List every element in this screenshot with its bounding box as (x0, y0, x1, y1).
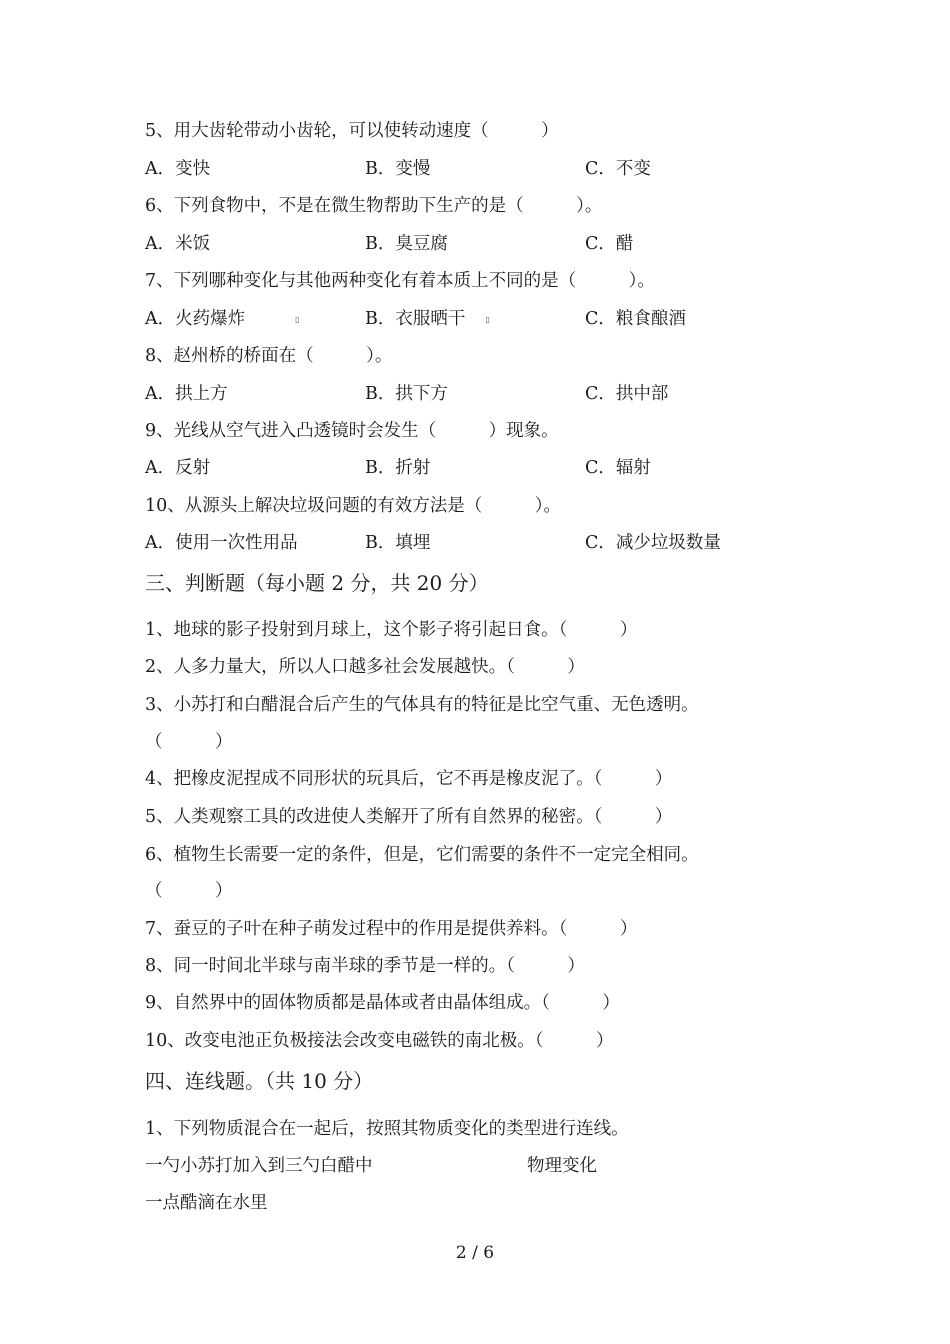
section-4-heading: 四、连线题。（共 10 分） (145, 1069, 374, 1093)
tf-q10: 10、改变电池正负极接法会改变电磁铁的南北极。（ ） (145, 1031, 614, 1051)
mc-q7-option-a (145, 308, 300, 331)
tf-q3: 3、小苏打和白醋混合后产生的气体具有的特征是比空气重、无色透明。 (145, 695, 699, 715)
mc-q10-option-a: A．使用一次性用品 (145, 533, 298, 553)
mc-q6-option-b: B．臭豆腐 (365, 234, 448, 254)
mc-q10-option-c: C．减少垃圾数量 (585, 533, 721, 553)
page-number: 2 / 6 (455, 1243, 495, 1263)
placeholder-glyph-icon: ▯ (295, 314, 300, 324)
mc-q9: 9、光线从空气进入凸透镜时会发生（ ）现象。 (145, 421, 559, 441)
match-left-item-2: 一点酷滴在水里 (145, 1193, 268, 1213)
mc-q5: 5、用大齿轮带动小齿轮，可以使转动速度（ ） (145, 121, 559, 141)
placeholder-glyph-icon: ▯ (485, 314, 490, 324)
mc-q8-option-c: C．拱中部 (585, 384, 669, 404)
mc-q7-option-a-label: A．火药爆炸 (145, 309, 246, 329)
tf-q5: 5、人类观察工具的改进使人类解开了所有自然界的秘密。（ ） (145, 807, 673, 827)
mc-q7-option-b (365, 308, 490, 331)
tf-q2: 2、人多力量大，所以人口越多社会发展越快。（ ） (145, 657, 585, 677)
tf-q7: 7、蚕豆的子叶在种子萌发过程中的作用是提供养料。（ ） (145, 919, 638, 939)
mc-q7-option-b-label: B．衣服晒干 (365, 309, 466, 329)
mc-q8-option-b: B．拱下方 (365, 384, 448, 404)
mc-q7-option-c: C．粮食酿酒 (585, 309, 686, 329)
mc-q10-option-b: B．填埋 (365, 533, 431, 553)
tf-q1: 1、地球的影子投射到月球上，这个影子将引起日食。（ ） (145, 620, 638, 640)
mc-q5-option-c: C．不变 (585, 159, 651, 179)
mc-q5-option-b: B．变慢 (365, 159, 431, 179)
mc-q9-option-b: B．折射 (365, 458, 431, 478)
mc-q6-option-c: C．醋 (585, 234, 634, 254)
match-intro: 1、下列物质混合在一起后，按照其物质变化的类型进行连线。 (145, 1119, 629, 1139)
mc-q9-option-c: C．辐射 (585, 458, 651, 478)
tf-q4: 4、把橡皮泥捏成不同形状的玩具后，它不再是橡皮泥了。（ ） (145, 769, 673, 789)
mc-q8: 8、赵州桥的桥面在（ ）。 (145, 346, 393, 366)
tf-q6: 6、植物生长需要一定的条件，但是，它们需要的条件不一定完全相同。 (145, 845, 699, 865)
tf-q6-blank: （ ） (145, 881, 233, 901)
section-3-heading: 三、判断题（每小题 2 分，共 20 分） (145, 571, 489, 595)
match-right-item-1: 物理变化 (527, 1156, 597, 1176)
mc-q8-option-a: A．拱上方 (145, 384, 228, 404)
tf-q9: 9、自然界中的固体物质都是晶体或者由晶体组成。（ ） (145, 993, 620, 1013)
mc-q6: 6、下列食物中，不是在微生物帮助下生产的是（ ）。 (145, 196, 603, 216)
tf-q3-blank: （ ） (145, 732, 233, 752)
mc-q7: 7、下列哪种变化与其他两种变化有着本质上不同的是（ ）。 (145, 271, 655, 291)
match-left-item-1: 一勺小苏打加入到三勺白醋中 (145, 1156, 373, 1176)
mc-q5-option-a: A．变快 (145, 159, 211, 179)
mc-q10: 10、从源头上解决垃圾问题的有效方法是（ ）。 (145, 496, 562, 516)
mc-q9-option-a: A．反射 (145, 458, 211, 478)
mc-q6-option-a: A．米饭 (145, 234, 211, 254)
tf-q8: 8、同一时间北半球与南半球的季节是一样的。（ ） (145, 956, 585, 976)
